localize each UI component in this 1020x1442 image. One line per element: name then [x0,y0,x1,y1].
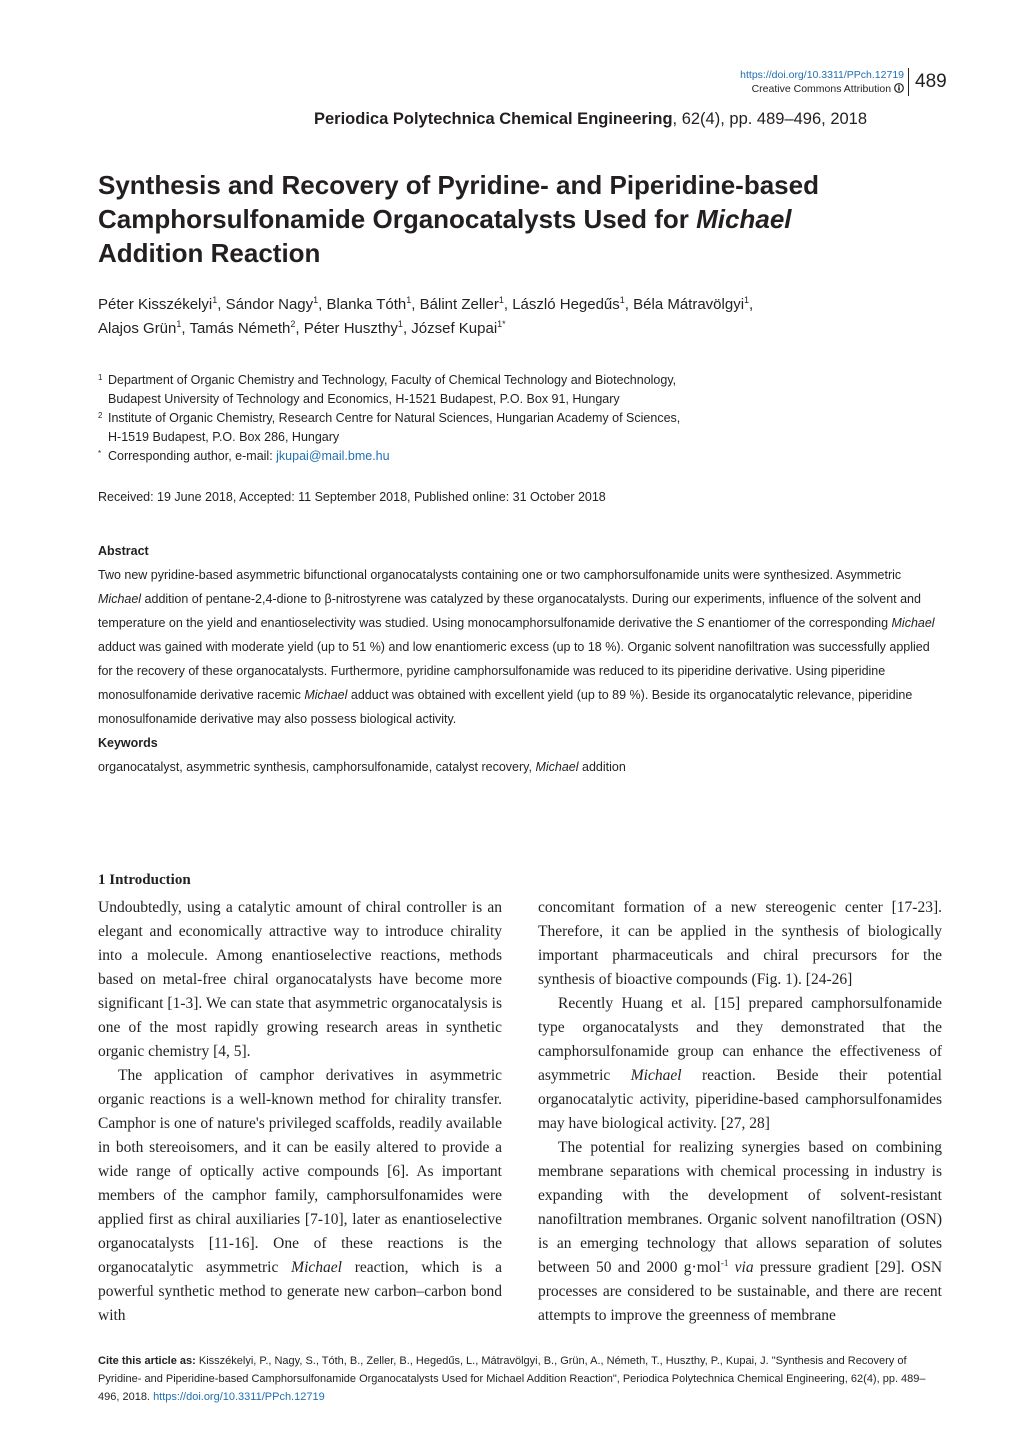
paragraph: The application of camphor derivatives in asymmetric organic reactions is a well-known method for chirality transfer. Camphor is one of nature's privileged scaffolds, readily available in both stereoisomers, and it can be easily altered to provide a wide range of optically active compounds [6]. As important members of the camphor family, camphorsulfonamides were applied first as chiral auxiliaries [7-10], later as enantioselective organocatalysts [11-16]. One of these reactions is the organocatalytic asymmetric Michael reaction, which is a powerful synthetic method to generate new carbon–carbon bond with [98,1067,502,1324]
paper-title [98,168,928,270]
section-heading-introduction: 1 Introduction [98,872,191,888]
paragraph: Undoubtedly, using a catalytic amount of chiral controller is an elegant and economically attractive way to introduce chirality into a molecule. Among enantioselective reactions, methods based on metal-free chiral organocatalysts have become more significant [1-3]. We can state that asymmetric organocatalysis is one of the most rapidly growing research areas in synthetic organic chemistry [4, 5]. [98,899,502,1060]
affiliation-text: Department of Organic Chemistry and Technology, Faculty of Chemical Technology and Biotechnology, Budapest University of Technology and Economics, H-1521 Budapest, P.O. Box 91, Hungary [108,373,677,406]
author: Tamás Németh$^2$, [189,319,304,337]
author-list [98,293,958,341]
publication-dates: Received: 19 June 2018, Accepted: 11 September 2018, Published online: 31 October 2018 [98,490,606,504]
license-line [740,82,904,96]
author: Bálint Zeller$^1$, [419,295,513,313]
author: József Kupai$^{1*}$ [411,319,506,337]
cc-by-icon [894,83,904,93]
cite-text: Kisszékelyi, P., Nagy, S., Tóth, B., Zeller, B., Hegedűs, L., Mátravölgyi, B., Grün, A., Németh, T., Huszthy, P., Kupai, J. "Synthesis and Recovery of Pyridine- and Piperidine-based Camphorsulfonamide Organocatalysts Used for Michael Addition Reaction", Periodica Polytechnica Chemical Engineering, 62(4), pp. 489–496, 2018. [98,1355,926,1403]
affiliations [98,371,818,466]
title-line-2-italic: Michael [696,204,792,234]
author: Sándor Nagy$^1$, [225,295,327,313]
doi-link[interactable]: https://doi.org/10.3311/PPch.12719 [740,69,904,81]
author: Alajos Grün$^1$, [98,319,190,337]
corresponding-author [98,447,818,466]
title-line-1: Synthesis and Recovery of Pyridine- and Piperidine-based [98,170,819,200]
affiliation-text: Institute of Organic Chemistry, Research Centre for Natural Sciences, Hungarian Academy of Sciences, H-1519 Budapest, P.O. Box 286, Hungary [108,411,681,444]
author: Péter Huszthy$^1$, [303,319,412,337]
affiliation-marker: 1 [98,373,103,382]
cite-label: Cite this article as: [98,1355,196,1367]
email-link[interactable]: jkupai@mail.bme.hu [276,449,390,463]
cite-doi-link[interactable]: https://doi.org/10.3311/PPch.12719 [153,1391,325,1403]
page-number: 489 [908,68,947,96]
paragraph: The potential for realizing synergies based on combining membrane separations with chemical processing in industry is expanding with the development of solvent-resistant nanofiltration membranes. Organic solvent nanofiltration (OSN) is an emerging technology that allows separation of solutes between 50 and 2000 g·mol$^{-1}$ via pressure gradient [29]. OSN processes are considered to be sustainable, and there are recent attempts to improve the greenness of membrane [538,1139,943,1324]
journal-issue: , 62(4), pp. 489–496, 2018 [672,110,868,128]
abstract-section [98,539,944,779]
cite-this-article [98,1352,944,1406]
title-line-2 [98,202,928,236]
corresponding-marker: * [98,449,102,458]
author: László Hegedűs$^1$, [512,295,634,313]
journal-name: Periodica Polytechnica Chemical Engineering [314,110,673,128]
affiliation-1 [98,371,818,409]
body-column-right [538,896,942,1328]
title-line-3: Addition Reaction [98,238,321,268]
abstract-heading: Abstract [98,544,149,558]
header-doi-block [740,68,904,96]
author: Béla Mátravölgyi$^1$, [633,295,754,313]
license-text: Creative Commons Attribution [751,83,892,95]
affiliation-2 [98,409,818,447]
author: Blanka Tóth$^1$, [326,295,420,313]
abstract-text: Two new pyridine-based asymmetric bifunctional organocatalysts containing one or two camphorsulfonamide units were synthesized. Asymmetric Michael addition of pentane-2,4-dione to β-nitrostyrene was catalyzed by these organocatalysts. During our experiments, influence of the solvent and temperature on the yield and enantioselectivity was studied. Using monocamphorsulfonamide derivative the S enantiomer of the corresponding Michael adduct was gained with moderate yield (up to 51 %) and low enantiomeric excess (up to 18 %). Organic solvent nanofiltration was successfully applied for the recovery of these organocatalysts. Furthermore, pyridine camphorsulfonamide was reduced to its piperidine derivative. Using piperidine monosulfonamide derivative racemic Michael adduct was obtained with excellent yield (up to 89 %). Beside its organocatalytic relevance, piperidine monosulfonamide derivative may also possess biological activity. [98,568,935,726]
corresponding-text: Corresponding author, e-mail: jkupai@mail.bme.hu [108,449,390,463]
paragraph: Recently Huang et al. [15] prepared camphorsulfonamide type organocatalysts and they demonstrated that the camphorsulfonamide group can enhance the effectiveness of asymmetric Michael reaction. Beside their potential organocatalytic activity, piperidine-based camphorsulfonamides may have biological activity. [27, 28] [538,995,942,1132]
keywords-heading: Keywords [98,736,158,750]
journal-line [314,110,867,129]
affiliation-marker: 2 [98,411,103,420]
paragraph: concomitant formation of a new stereogenic center [17-23]. Therefore, it can be applied in the synthesis of biologically important pharmaceuticals and chiral precursors for the synthesis of bioactive compounds (Fig. 1). [24-26] [538,899,942,988]
author: Péter Kisszékelyi$^1$, [98,295,226,313]
keywords-text: organocatalyst, asymmetric synthesis, camphorsulfonamide, catalyst recovery, Michael addition [98,760,626,774]
title-line-2-text: Camphorsulfonamide Organocatalysts Used for [98,204,697,234]
body-column-left [98,896,502,1328]
